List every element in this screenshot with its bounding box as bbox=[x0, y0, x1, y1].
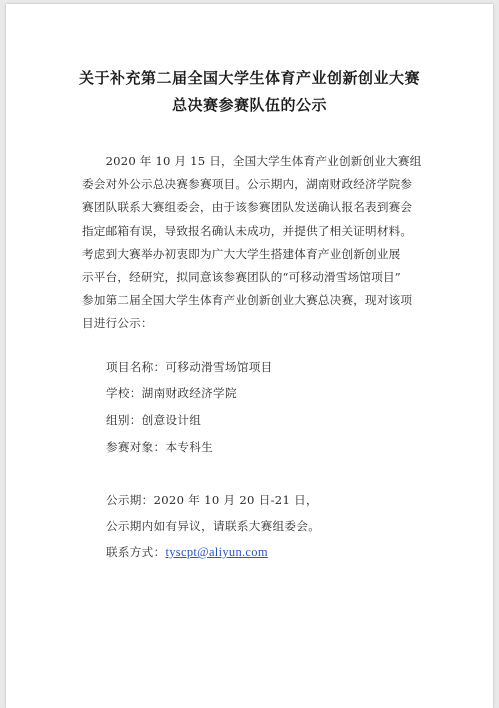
document-title-line-1: 关于补充第二届全国大学生体育产业创新创业大赛 bbox=[78, 69, 420, 87]
contact-line bbox=[106, 544, 268, 560]
document-title-line-2: 总决赛参赛队伍的公示 bbox=[171, 96, 327, 114]
objection-notice: 公示期内如有异议，请联系大赛组委会。 bbox=[106, 519, 321, 533]
paragraph-line-1: 2020 年 10 月 15 日，全国大学生体育产业创新创业大赛组 bbox=[82, 154, 422, 168]
contact-label: 联系方式： bbox=[106, 545, 166, 559]
group-name: 组别：创意设计组 bbox=[106, 413, 202, 427]
project-name: 项目名称：可移动滑雪场馆项目 bbox=[106, 360, 273, 374]
notice-period: 公示期：2020 年 10 月 20 日-21 日， bbox=[106, 493, 318, 507]
paragraph-line-8: 目进行公示： bbox=[82, 316, 153, 331]
paragraph-line-5: 考虑到大赛举办初衷即为广大大学生搭建体育产业创新创业展 bbox=[82, 246, 401, 261]
school-name: 学校：湖南财政经济学院 bbox=[106, 386, 237, 400]
paragraph-line-4: 指定邮箱有误，导致报名确认未成功，并提供了相关证明材料。 bbox=[82, 223, 413, 238]
paragraph-line-2: 委会对外公示总决赛参赛项目。公示期内，湖南财政经济学院参 bbox=[82, 177, 413, 192]
announcement-paragraph bbox=[82, 150, 432, 336]
contact-email-link[interactable]: tyscpt@aliyun.com bbox=[165, 545, 268, 559]
paragraph-line-3: 赛团队联系大赛组委会，由于该参赛团队发送确认报名表到赛会 bbox=[82, 200, 413, 215]
document-page bbox=[6, 4, 493, 708]
participant-type: 参赛对象：本专科生 bbox=[106, 440, 214, 454]
paragraph-line-7: 参加第二届全国大学生体育产业创新创业大赛总决赛，现对该项 bbox=[82, 293, 413, 308]
paragraph-line-6: 示平台，经研究，拟同意该参赛团队的“可移动滑雪场馆项目” bbox=[82, 270, 401, 285]
